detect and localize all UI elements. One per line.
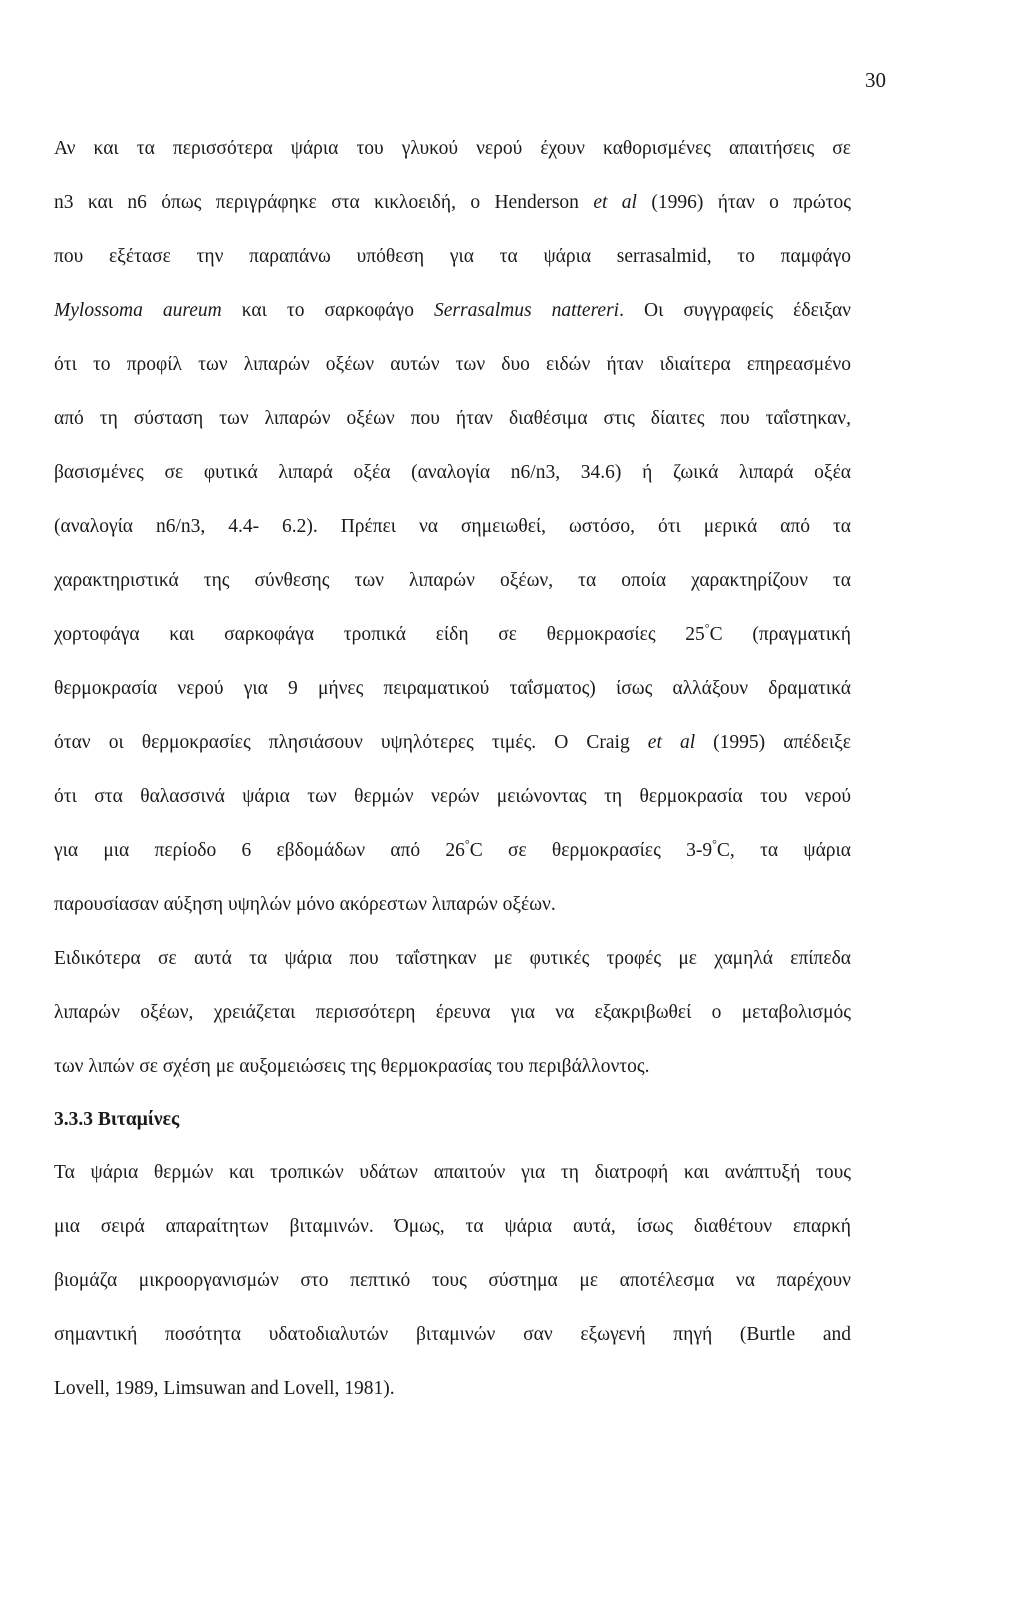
text-line xyxy=(54,945,851,973)
text-line xyxy=(54,1321,851,1349)
text-line xyxy=(54,1267,851,1295)
text-run: C, τα ψάρια xyxy=(716,840,851,861)
text-run: και το σαρκοφάγο xyxy=(221,300,435,321)
text-run: των λιπών σε σχέση με αυξομειώσεις της θερμοκρασίας του περιβάλλοντος. xyxy=(54,1056,650,1077)
text-line xyxy=(54,837,851,865)
text-line xyxy=(54,243,851,271)
text-run: για μια περίοδο 6 εβδομάδων από 26 xyxy=(54,840,465,861)
text-line xyxy=(54,783,851,811)
degree-symbol: ° xyxy=(712,837,717,851)
text-run: n3 και n6 όπως περιγράφηκε στα κικλοειδή, ο Henderson xyxy=(54,192,594,213)
text-run: Lovell, 1989, Limsuwan and Lovell, 1981). xyxy=(54,1378,395,1399)
text-line xyxy=(54,675,851,703)
text-line xyxy=(54,567,851,595)
text-line xyxy=(54,135,851,163)
text-line xyxy=(54,1159,851,1187)
text-run: σημαντική ποσότητα υδατοδιαλυτών βιταμινών σαν εξωγενή πηγή (Burtle and xyxy=(54,1324,851,1345)
text-run: (1996) ήταν ο πρώτος xyxy=(636,192,851,213)
text-line xyxy=(54,891,851,919)
text-run: Ειδικότερα σε αυτά τα ψάρια που ταΐστηκαν με φυτικές τροφές με χαμηλά επίπεδα xyxy=(54,948,851,969)
text-line xyxy=(54,1375,851,1403)
text-run: μια σειρά απαραίτητων βιταμινών. Όμως, τα ψάρια αυτά, ίσως διαθέτουν επαρκή xyxy=(54,1216,851,1237)
text-line xyxy=(54,459,851,487)
text-line xyxy=(54,1053,851,1081)
text-run: C (πραγματική xyxy=(709,624,852,645)
text-run: που εξέτασε την παραπάνω υπόθεση για τα ψάρια serrasalmid, το παμφάγο xyxy=(54,246,851,267)
text-line xyxy=(54,621,851,649)
degree-symbol: ° xyxy=(704,621,710,635)
text-run: από τη σύσταση των λιπαρών οξέων που ήταν διαθέσιμα στις δίαιτες που ταΐστηκαν, xyxy=(54,408,851,429)
text-line xyxy=(54,999,851,1027)
text-run: όταν οι θερμοκρασίες πλησιάσουν υψηλότερες τιμές. Ο Craig xyxy=(54,732,648,753)
text-run: (αναλογία n6/n3, 4.4- 6.2). Πρέπει να σημειωθεί, ωστόσο, ότι μερικά από τα xyxy=(54,516,851,537)
species-name: Serrasalmus nattereri xyxy=(434,300,620,321)
text-run: λιπαρών οξέων, χρειάζεται περισσότερη έρευνα για να εξακριβωθεί ο μεταβολισμός xyxy=(54,1002,851,1023)
text-run: C σε θερμοκρασίες 3-9 xyxy=(469,840,713,861)
text-run: (1995) απέδειξε xyxy=(695,732,851,753)
text-line xyxy=(54,189,851,217)
italic-text: et al xyxy=(593,192,637,213)
text-run: . Οι συγγραφείς έδειξαν xyxy=(619,300,852,321)
text-line xyxy=(54,351,851,379)
text-run: χαρακτηριστικά της σύνθεσης των λιπαρών οξέων, τα οποία χαρακτηρίζουν τα xyxy=(54,570,851,591)
text-run: χορτοφάγα και σαρκοφάγα τροπικά είδη σε θερμοκρασίες 25 xyxy=(54,624,705,645)
text-run: βασισμένες σε φυτικά λιπαρά οξέα (αναλογία n6/n3, 34.6) ή ζωικά λιπαρά οξέα xyxy=(54,462,851,483)
text-line xyxy=(54,297,851,325)
italic-text: et al xyxy=(647,732,696,753)
text-line xyxy=(54,405,851,433)
degree-symbol: ° xyxy=(464,837,470,851)
text-run: Τα ψάρια θερμών και τροπικών υδάτων απαιτούν για τη διατροφή και ανάπτυξή τους xyxy=(54,1162,851,1183)
text-run: ότι στα θαλασσινά ψάρια των θερμών νερών μειώνοντας τη θερμοκρασία του νερού xyxy=(54,786,851,807)
page-number: 30 xyxy=(865,68,886,92)
text-line xyxy=(54,729,851,757)
text-run: παρουσίασαν αύξηση υψηλών μόνο ακόρεστων λιπαρών οξέων. xyxy=(54,894,556,915)
section-heading xyxy=(54,1106,851,1134)
text-run: Αν και τα περισσότερα ψάρια του γλυκού νερού έχουν καθορισμένες απαιτήσεις σε xyxy=(54,138,851,159)
text-line xyxy=(54,513,851,541)
text-run: ότι το προφίλ των λιπαρών οξέων αυτών των δυο ειδών ήταν ιδιαίτερα επηρεασμένο xyxy=(54,354,851,375)
text-line xyxy=(54,1213,851,1241)
section-heading-text: 3.3.3 Βιταμίνες xyxy=(54,1109,180,1130)
species-name: Mylossoma aureum xyxy=(54,300,222,321)
text-run: θερμοκρασία νερού για 9 μήνες πειραματικού ταΐσματος) ίσως αλλάξουν δραματικά xyxy=(54,678,851,699)
text-run: βιομάζα μικροοργανισμών στο πεπτικό τους σύστημα με αποτέλεσμα να παρέχουν xyxy=(54,1270,851,1291)
